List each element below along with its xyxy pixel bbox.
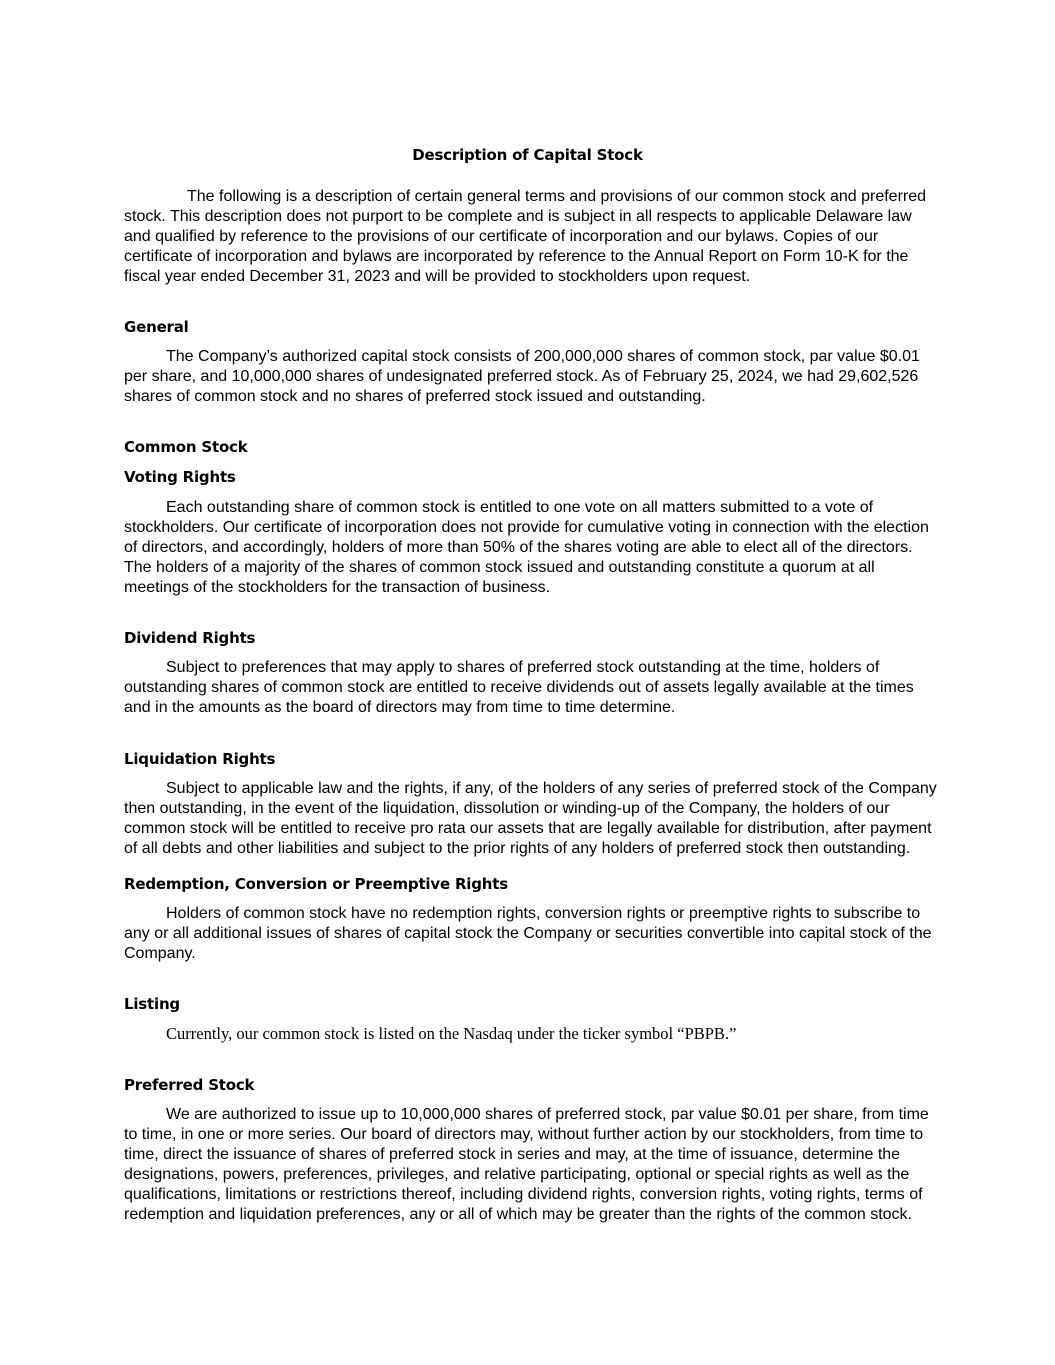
subheading-redemption-rights: Redemption, Conversion or Preemptive Rights (124, 875, 508, 893)
intro-paragraph: The following is a description of certain general terms and provisions of our common stock and preferred stock. This description does not purport to be complete and is subject in all respects to applicable Delaware law and qualified by reference to the provisions of our certificate of incorporation and our bylaws. Copies of our certificate of incorporation and bylaws are incorporated by reference to the Annual Report on Form 10-K for the fiscal year ended December 31, 2023 and will be provided to stockholders upon request. (124, 188, 927, 285)
section-heading-listing: Listing (124, 995, 180, 1013)
voting-rights-paragraph: Each outstanding share of common stock is entitled to one vote on all matters submitted to a vote of stockholders. Our certificate of incorporation does not provide for cumulative voting in connection with the election of directors, and accordingly, holders of more than 50% of the shares voting are able to elect all of the directors. The holders of a majority of the shares of common stock issued and outstanding constitute a quorum at all meetings of the stockholders for the transaction of business. (124, 499, 929, 596)
subheading-voting-rights: Voting Rights (124, 468, 236, 486)
listing-paragraph: Currently, our common stock is listed on the Nasdaq under the ticker symbol “PBPB.” (166, 1024, 737, 1043)
section-heading-preferred-stock: Preferred Stock (124, 1076, 255, 1094)
dividend-rights-paragraph: Subject to preferences that may apply to shares of preferred stock outstanding at the time, holders of outstanding shares of common stock are entitled to receive dividends out of assets legally available at the times and in the amounts as the board of directors may from time to time determine. (124, 659, 914, 716)
section-heading-general: General (124, 318, 189, 336)
section-heading-common-stock: Common Stock (124, 438, 248, 456)
preferred-stock-paragraph: We are authorized to issue up to 10,000,000 shares of preferred stock, par value $0.01 per share, from time to time, in one or more series. Our board of directors may, without further action by our stockholders, from time to time, direct the issuance of shares of preferred stock in series and may, at the time of issuance, determine the designations, powers, preferences, privileges, and relative participating, optional or special rights as well as the qualifications, limitations or restrictions thereof, including dividend rights, conversion rights, voting rights, terms of redemption and liquidation preferences, any or all of which may be greater than the rights of the common stock. (124, 1106, 929, 1223)
subheading-dividend-rights: Dividend Rights (124, 629, 256, 647)
redemption-rights-paragraph: Holders of common stock have no redemption rights, conversion rights or preemptive rights to subscribe to any or all additional issues of shares of capital stock the Company or securities convertible into capital stock of the Company. (124, 905, 932, 962)
liquidation-rights-paragraph: Subject to applicable law and the rights, if any, of the holders of any series of preferred stock of the Company then outstanding, in the event of the liquidation, dissolution or winding-up of the Company, the holders of our common stock will be entitled to receive pro rata our assets that are legally available for distribution, after payment of all debts and other liabilities and subject to the prior rights of any holders of preferred stock then outstanding. (124, 780, 937, 857)
page-title: Description of Capital Stock (412, 146, 643, 164)
subheading-liquidation-rights: Liquidation Rights (124, 750, 276, 768)
general-paragraph: The Company’s authorized capital stock consists of 200,000,000 shares of common stock, par value $0.01 per share, and 10,000,000 shares of undesignated preferred stock. As of February 25, 2024, we had 29,602,526 shares of common stock and no shares of preferred stock issued and outstanding. (124, 348, 920, 405)
